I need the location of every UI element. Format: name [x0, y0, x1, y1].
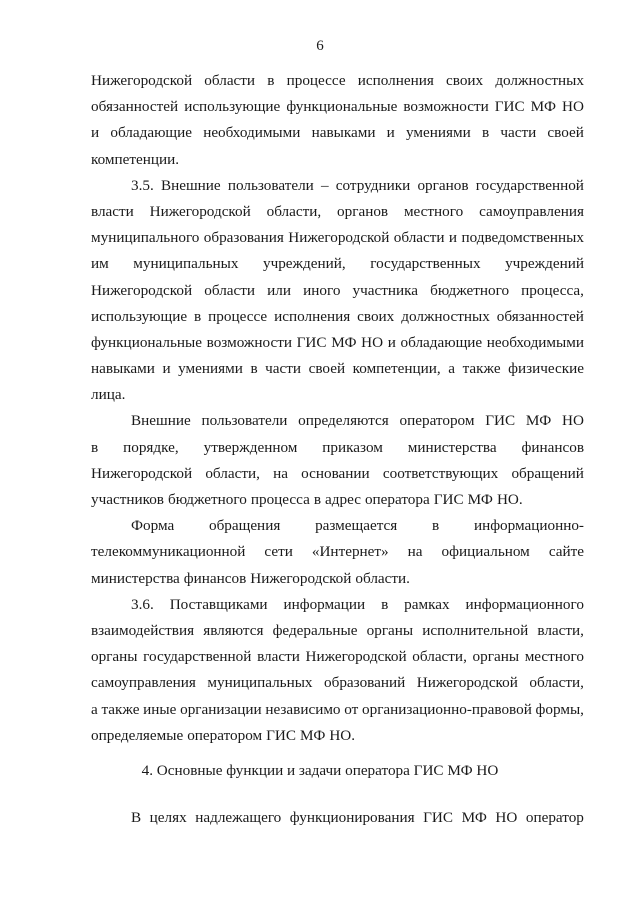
- text-line: Нижегородской области, на основании соответствующих обращений: [91, 464, 584, 482]
- text-line: Нижегородской области в процессе исполнения своих должностных: [91, 72, 584, 89]
- text-line: органы государственной власти Нижегородской области, органы местного: [91, 648, 584, 666]
- body-text: [91, 68, 584, 749]
- text-line: самоуправления муниципальных образований Нижегородской области,: [91, 674, 584, 692]
- paragraph: [91, 408, 584, 513]
- text-line: 3.5. Внешние пользователи – сотрудники органов государственной: [131, 176, 584, 194]
- text-line: определяемые оператором ГИС МФ НО.: [91, 726, 356, 744]
- page-number: 6: [316, 38, 324, 54]
- paragraph: [91, 592, 584, 749]
- text-line: участников бюджетного процесса в адрес оператора ГИС МФ НО.: [91, 491, 523, 508]
- text-line: и обладающие необходимыми навыками и умениями в части своей: [91, 124, 584, 142]
- text-line: муниципального образования Нижегородской области и подведомственных: [91, 229, 584, 247]
- text-line: им муниципальных учреждений, государственных учреждений: [91, 255, 584, 273]
- text-line: министерства финансов Нижегородской области.: [91, 569, 410, 587]
- text-line: Внешние пользователи определяются оператором ГИС МФ НО: [131, 412, 584, 430]
- text-line: телекоммуникационной сети «Интернет» на официальном сайте: [91, 543, 584, 561]
- text-line: взаимодействия являются федеральные органы исполнительной власти,: [91, 621, 584, 639]
- paragraph: [91, 173, 584, 409]
- text-line: 3.6. Поставщиками информации в рамках информационного: [131, 595, 584, 613]
- text-line: власти Нижегородской области, органов местного самоуправления: [91, 202, 584, 220]
- text-line: обязанностей использующие функциональные возможности ГИС МФ НО: [91, 98, 584, 116]
- text-line: а также иные организации независимо от организационно-правовой формы,: [91, 700, 584, 718]
- text-line: Нижегородской области или иного участника бюджетного процесса,: [91, 281, 584, 299]
- text-line: в порядке, утвержденном приказом министерства финансов: [91, 438, 584, 456]
- text-line: Форма обращения размещается в информационно-: [131, 517, 584, 535]
- paragraph: [91, 68, 584, 173]
- text-line: компетенции.: [91, 150, 180, 168]
- text-line: навыками и умениями в части своей компетенции, а также физические: [91, 360, 584, 378]
- text-line: В целях надлежащего функционирования ГИС МФ НО оператор: [131, 809, 584, 826]
- text-line: функциональные возможности ГИС МФ НО и обладающие необходимыми: [91, 333, 584, 351]
- section-heading: 4. Основные функции и задачи оператора ГИС МФ НО: [141, 762, 499, 779]
- paragraph: [91, 513, 584, 592]
- trailing-paragraph: [91, 805, 584, 831]
- text-line: лица.: [91, 386, 126, 404]
- text-line: использующие в процессе исполнения своих должностных обязанностей: [91, 307, 584, 325]
